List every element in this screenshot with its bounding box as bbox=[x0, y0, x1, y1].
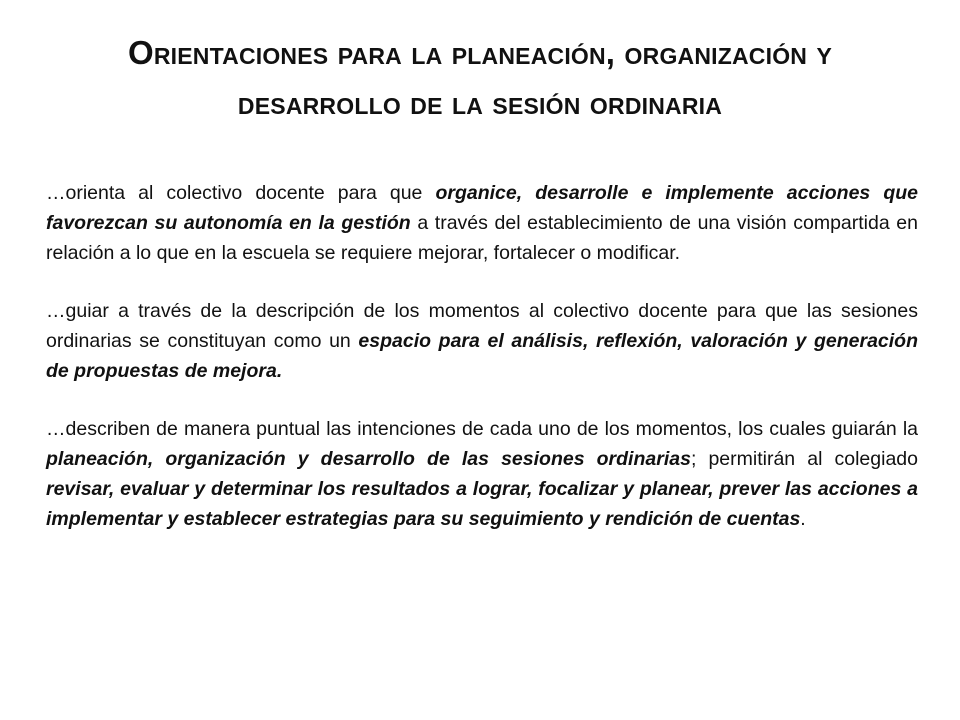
slide-title-line-1: Orientaciones para la planeación, organización y bbox=[127, 34, 833, 71]
text-run: …describen de manera puntual las intenciones de cada uno de los momentos, los cuales guiarán la bbox=[46, 418, 918, 440]
slide-title-line-2: desarrollo de la sesión ordinaria bbox=[237, 84, 723, 121]
paragraph-orienta bbox=[46, 178, 918, 268]
paragraph-describen bbox=[46, 414, 918, 534]
text-run: …guiar a través de la descripción de los momentos al colectivo docente para que las sesiones ordinarias se constituyan como un bbox=[46, 300, 918, 352]
paragraph-guiar bbox=[46, 296, 918, 386]
emphasis-run: espacio para el análisis, reflexión, valoración y generación de propuestas de mejora. bbox=[46, 330, 919, 382]
slide-body bbox=[46, 178, 918, 562]
text-run: . bbox=[800, 508, 806, 530]
slide-title bbox=[40, 28, 920, 128]
emphasis-run: revisar, evaluar y determinar los resultados a lograr, focalizar y planear, prever las acciones a implementar y establecer estrategias para su seguimiento y rendición de cuentas bbox=[46, 478, 918, 530]
text-run: ; permitirán al colegiado bbox=[690, 448, 918, 470]
emphasis-run: planeación, organización y desarrollo de las sesiones ordinarias bbox=[46, 448, 691, 470]
emphasis-run: organice, desarrolle e implemente acciones que favorezcan su autonomía en la gestión bbox=[46, 182, 918, 234]
text-run: …orienta al colectivo docente para que bbox=[46, 182, 436, 204]
text-run: a través del establecimiento de una visión compartida en relación a lo que en la escuela se requiere mejorar, fortalecer o modificar. bbox=[46, 212, 919, 264]
